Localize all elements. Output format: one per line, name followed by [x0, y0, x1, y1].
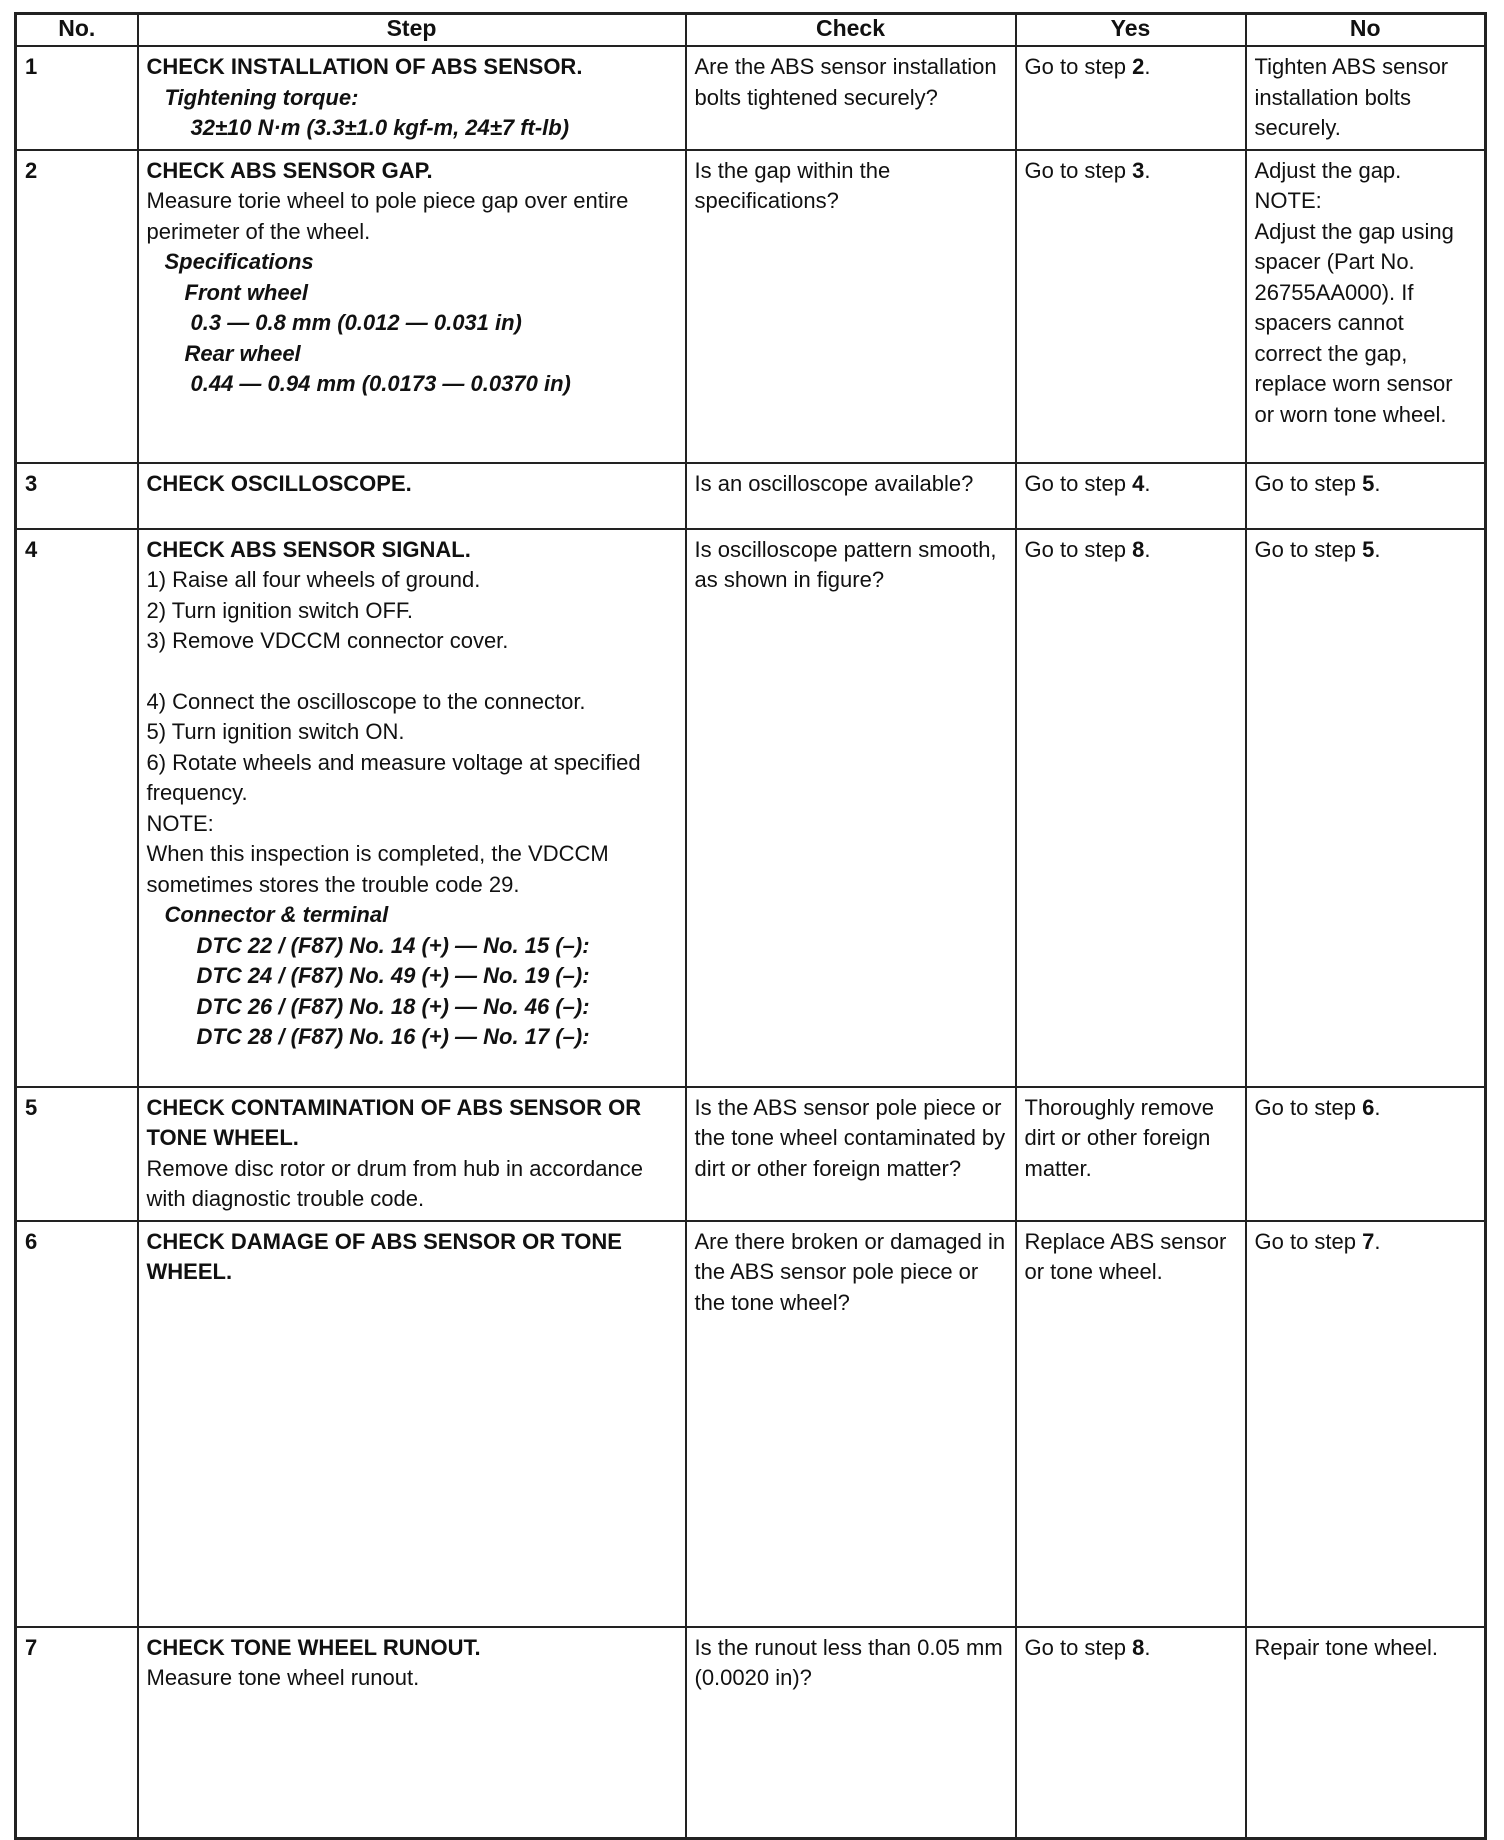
spec-label: Tightening torque: — [164, 84, 359, 110]
yes-suffix: . — [1144, 1634, 1151, 1660]
yes-suffix: . — [1144, 536, 1151, 562]
yes-step-ref: 4 — [1132, 470, 1145, 496]
yes-cell — [1016, 1627, 1246, 1839]
table-row — [16, 463, 1486, 529]
step-cell — [138, 1627, 686, 1839]
procedure-step: 4) Connect the oscilloscope to the connector. — [146, 688, 586, 714]
yes-cell: Replace ABS sensor or tone wheel. — [1016, 1221, 1246, 1627]
no-step-ref: 5 — [1362, 536, 1375, 562]
no-step-ref: 7 — [1362, 1228, 1375, 1254]
step-number: 1 — [16, 46, 138, 150]
front-wheel-value: 0.3 — 0.8 mm (0.012 — 0.031 in) — [190, 310, 522, 335]
step-cell — [138, 150, 686, 463]
rear-wheel-value: 0.44 — 0.94 mm (0.0173 — 0.0370 in) — [190, 371, 571, 396]
step-number: 2 — [16, 150, 138, 463]
no-cell — [1246, 529, 1486, 1087]
yes-suffix: . — [1144, 157, 1151, 183]
note-label: NOTE: — [1254, 188, 1322, 213]
step-cell — [138, 1221, 686, 1627]
step-cell — [138, 46, 686, 150]
header-no: No. — [16, 14, 138, 47]
procedure-step: 5) Turn ignition switch ON. — [146, 719, 405, 744]
step-number: 4 — [16, 529, 138, 1087]
yes-text: Go to step — [1024, 54, 1133, 79]
no-step-ref: 6 — [1362, 1094, 1375, 1120]
note-text: Adjust the gap using spacer (Part No. 26755AA000). If spacers cannot correct the gap, replace worn sensor or worn tone wheel. — [1254, 218, 1454, 427]
table-row — [16, 150, 1486, 463]
no-text: Go to step — [1254, 1228, 1363, 1254]
table-row — [16, 1221, 1486, 1627]
yes-cell — [1016, 529, 1246, 1087]
no-suffix: . — [1374, 1228, 1381, 1254]
step-number: 5 — [16, 1087, 138, 1221]
yes-text: Go to step — [1024, 1634, 1133, 1660]
step-description: Measure tone wheel runout. — [146, 1665, 420, 1690]
yes-step-ref: 2 — [1132, 54, 1145, 79]
yes-text: Go to step — [1024, 157, 1133, 183]
step-title: CHECK OSCILLOSCOPE. — [146, 470, 412, 496]
note-label: NOTE: — [146, 810, 214, 836]
step-title: CHECK ABS SENSOR SIGNAL. — [146, 536, 471, 562]
yes-step-ref: 8 — [1132, 1634, 1145, 1660]
check-cell: Is the runout less than 0.05 mm (0.0020 in)? — [686, 1627, 1016, 1839]
header-yes: Yes — [1016, 14, 1246, 47]
check-cell: Is oscilloscope pattern smooth, as shown in figure? — [686, 529, 1016, 1087]
step-number: 6 — [16, 1221, 138, 1627]
no-cell — [1246, 463, 1486, 529]
diagnostic-table — [14, 12, 1487, 1840]
check-cell: Are there broken or damaged in the ABS sensor pole piece or the tone wheel? — [686, 1221, 1016, 1627]
step-title: CHECK ABS SENSOR GAP. — [146, 157, 433, 183]
procedure-step: 6) Rotate wheels and measure voltage at specified frequency. — [146, 749, 641, 805]
note-text: When this inspection is completed, the VDCCM sometimes stores the trouble code 29. — [146, 841, 609, 897]
check-cell: Is the gap within the specifications? — [686, 150, 1016, 463]
yes-cell — [1016, 150, 1246, 463]
header-check: Check — [686, 14, 1016, 47]
step-title: CHECK DAMAGE OF ABS SENSOR OR TONE WHEEL. — [146, 1228, 622, 1284]
no-suffix: . — [1374, 1094, 1381, 1120]
spec-value: 32±10 N·m (3.3±1.0 kgf-m, 24±7 ft-lb) — [190, 115, 570, 140]
procedure-step: 3) Remove VDCCM connector cover. — [146, 628, 509, 653]
procedure-step: 1) Raise all four wheels of ground. — [146, 567, 481, 592]
no-suffix: . — [1374, 470, 1381, 496]
check-cell: Are the ABS sensor installation bolts tightened securely? — [686, 46, 1016, 150]
no-cell — [1246, 150, 1486, 463]
no-cell: Tighten ABS sensor installation bolts securely. — [1246, 46, 1486, 150]
check-cell: Is the ABS sensor pole piece or the tone wheel contaminated by dirt or other foreign matter? — [686, 1087, 1016, 1221]
yes-cell — [1016, 46, 1246, 150]
spacer — [147, 657, 677, 687]
check-cell: Is an oscilloscope available? — [686, 463, 1016, 529]
step-number: 7 — [16, 1627, 138, 1839]
rear-wheel-label: Rear wheel — [184, 340, 301, 366]
dtc-terminal: DTC 24 / (F87) No. 49 (+) — No. 19 (–): — [196, 963, 590, 988]
yes-step-ref: 3 — [1132, 157, 1145, 183]
header-no-result: No — [1246, 14, 1486, 47]
step-cell — [138, 1087, 686, 1221]
no-cell — [1246, 1087, 1486, 1221]
table-row — [16, 1087, 1486, 1221]
yes-suffix: . — [1144, 470, 1151, 496]
table-row — [16, 1627, 1486, 1839]
no-suffix: . — [1374, 536, 1381, 562]
no-text: Go to step — [1254, 1094, 1363, 1120]
yes-cell: Thoroughly remove dirt or other foreign matter. — [1016, 1087, 1246, 1221]
step-description: Remove disc rotor or drum from hub in accordance with diagnostic trouble code. — [146, 1155, 643, 1211]
no-text: Go to step — [1254, 536, 1363, 562]
procedure-step: 2) Turn ignition switch OFF. — [146, 597, 414, 623]
step-cell — [138, 529, 686, 1087]
step-title: CHECK TONE WHEEL RUNOUT. — [146, 1634, 481, 1660]
dtc-terminal: DTC 26 / (F87) No. 18 (+) — No. 46 (–): — [196, 993, 590, 1019]
yes-suffix: . — [1144, 54, 1151, 79]
front-wheel-label: Front wheel — [184, 279, 308, 305]
step-cell — [138, 463, 686, 529]
no-cell: Repair tone wheel. — [1246, 1627, 1486, 1839]
yes-text: Go to step — [1024, 470, 1133, 496]
no-cell — [1246, 1221, 1486, 1627]
yes-cell — [1016, 463, 1246, 529]
dtc-terminal: DTC 22 / (F87) No. 14 (+) — No. 15 (–): — [196, 932, 590, 958]
step-description: Measure torie wheel to pole piece gap over entire perimeter of the wheel. — [146, 188, 629, 244]
no-step-ref: 5 — [1362, 470, 1375, 496]
step-number: 3 — [16, 463, 138, 529]
yes-text: Go to step — [1024, 536, 1133, 562]
header-step: Step — [138, 14, 686, 47]
header-row — [16, 14, 1486, 47]
table-row — [16, 46, 1486, 150]
no-text: Go to step — [1254, 470, 1363, 496]
spec-label: Specifications — [164, 249, 314, 274]
step-title: CHECK CONTAMINATION OF ABS SENSOR OR TONE WHEEL. — [146, 1094, 642, 1150]
table-row — [16, 529, 1486, 1087]
connector-label: Connector & terminal — [164, 902, 389, 927]
no-line: Adjust the gap. — [1254, 157, 1402, 183]
dtc-terminal: DTC 28 / (F87) No. 16 (+) — No. 17 (–): — [196, 1024, 590, 1049]
step-title: CHECK INSTALLATION OF ABS SENSOR. — [146, 54, 583, 79]
yes-step-ref: 8 — [1132, 536, 1145, 562]
